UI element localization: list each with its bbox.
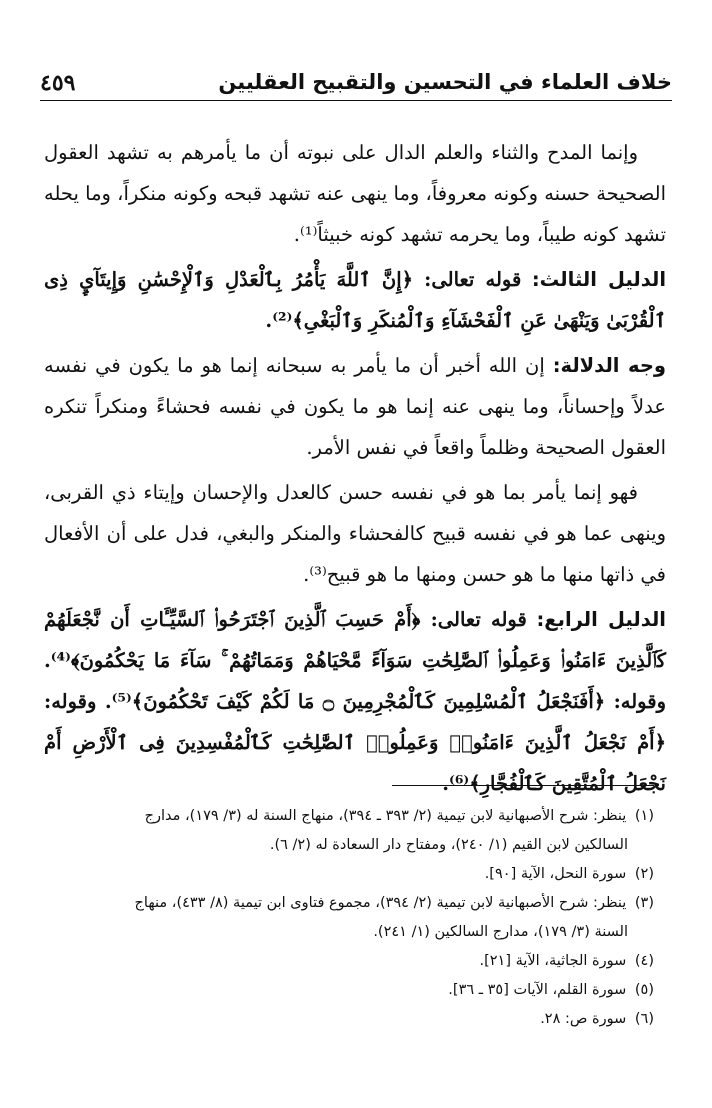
page-header — [40, 66, 672, 106]
paragraph-text: قوله تعالى: ﴿إِنَّ ٱللَّهَ يَأْمُرُ بِٱلْعَدْلِ وَٱلْإِحْسَٰنِ وَإِيتَآيِٕ ذِى ٱلْقُرْبَىٰ وَيَنْهَىٰ عَنِ ٱلْفَحْشَآءِ وَٱلْمُنكَرِ وَٱلْبَغْىِ﴾⁽²⁾. — [44, 268, 666, 332]
footnote-text: ينظر: شرح الأصبهانية لابن تيمية (٢/ ٣٩٣ ـ ٣٩٤)، منهاج السنة له (٣/ ١٧٩)، مدارج — [144, 808, 627, 824]
paragraph-text: وإنما المدح والثناء والعلم الدال على نبوته أن ما يأمرهم به تشهد العقول الصحيحة حسنه وكونه معروفاً، وما ينهى عنه تشهد قبحه وكونه منكراً، وما يحله تشهد كونه طيباً، وما يحرمه تشهد كونه خبيثاً⁽¹⁾. — [44, 141, 666, 246]
footnote-4 — [58, 947, 654, 976]
paragraph-3 — [44, 345, 666, 468]
footnote-separator — [392, 785, 654, 786]
footnote-number: (٢) — [634, 866, 654, 882]
footnote-number: (٦) — [634, 1011, 654, 1027]
footnote-number: (٤) — [634, 953, 654, 969]
running-title: خلاف العلماء في التحسين والتقبيح العقليين — [218, 70, 672, 94]
paragraph-text: قوله تعالى: ﴿أَمْ حَسِبَ ٱلَّذِينَ ٱجْتَرَحُوا۟ ٱلسَّيِّـَٔاتِ أَن نَّجْعَلَهُمْ كَٱلَّذِينَ ءَامَنُوا۟ وَعَمِلُوا۟ ٱلصَّٰلِحَٰتِ سَوَآءً مَّحْيَاهُمْ وَمَمَاتُهُمْ ۚ سَآءَ مَا يَحْكُمُونَ﴾⁽⁴⁾. وقوله: ﴿أَفَنَجْعَلُ ٱلْمُسْلِمِينَ كَٱلْمُجْرِمِينَ ۝ مَا لَكُمْ كَيْفَ تَحْكُمُونَ﴾⁽⁵⁾. وقوله: ﴿أَمْ نَجْعَلُ ٱلَّذِينَ ءَامَنُوا۟ وَعَمِلُوا۟ ٱلصَّٰلِحَٰتِ كَٱلْمُفْسِدِينَ فِى ٱلْأَرْضِ أَمْ نَجْعَلُ ٱلْمُتَّقِينَ كَٱلْفُجَّارِ﴾⁽⁶⁾. — [44, 608, 666, 795]
page-number: ٤٥٩ — [40, 70, 76, 96]
paragraph-text: إن الله أخبر أن ما يأمر به سبحانه إنما هو ما يكون في نفسه عدلاً وإحساناً، وما ينهى عنه إنما هو ما يكون في نفسه فحشاءً ومنكراً تنكره العقول الصحيحة وظلماً واقعاً في نفس الأمر. — [44, 354, 666, 459]
paragraph-2 — [44, 259, 666, 341]
footnote-1 — [58, 802, 654, 860]
footnote-3 — [58, 889, 654, 947]
footnote-text: سورة ص: ٢٨. — [540, 1011, 627, 1027]
section-label: وجه الدلالة: — [552, 354, 666, 377]
paragraph-4 — [44, 472, 666, 595]
footnote-number: (١) — [634, 808, 654, 824]
footnote-number: (٥) — [634, 982, 654, 998]
paragraph-text: فهو إنما يأمر بما هو في نفسه حسن كالعدل والإحسان وإيتاء ذي القربى، وينهى عما هو في نفسه قبيح كالفحشاء والمنكر والبغي، فدل على أن الأفعال في ذاتها منها ما هو حسن ومنها ما هو قبيح⁽³⁾. — [44, 481, 666, 586]
paragraph-1 — [44, 132, 666, 255]
footnote-6 — [58, 1005, 654, 1034]
footnote-text: سورة الجاثية، الآية [٢١]. — [479, 953, 627, 969]
footnote-text: سورة القلم، الآيات [٣٥ ـ ٣٦]. — [448, 982, 627, 998]
main-text — [44, 132, 666, 808]
section-label: الدليل الثالث: — [531, 268, 667, 291]
footnote-continuation: السالكين لابن القيم (١/ ٢٤٠)، ومفتاح دار السعادة له (٢/ ٦). — [269, 837, 628, 853]
footnote-continuation: السنة (٣/ ١٧٩)، مدارج السالكين (١/ ٢٤١). — [373, 924, 628, 940]
footnote-number: (٣) — [634, 895, 654, 911]
section-label: الدليل الرابع: — [536, 608, 666, 631]
footnote-5 — [58, 976, 654, 1005]
footnote-2 — [58, 860, 654, 889]
footnote-text: ينظر: شرح الأصبهانية لابن تيمية (٢/ ٣٩٤)، مجموع فتاوى ابن تيمية (٨/ ٤٣٣)، منهاج — [134, 895, 627, 911]
paragraph-5 — [44, 599, 666, 804]
footnotes — [58, 802, 654, 1034]
footnote-text: سورة النحل، الآية [٩٠]. — [484, 866, 627, 882]
header-rule — [40, 100, 672, 101]
